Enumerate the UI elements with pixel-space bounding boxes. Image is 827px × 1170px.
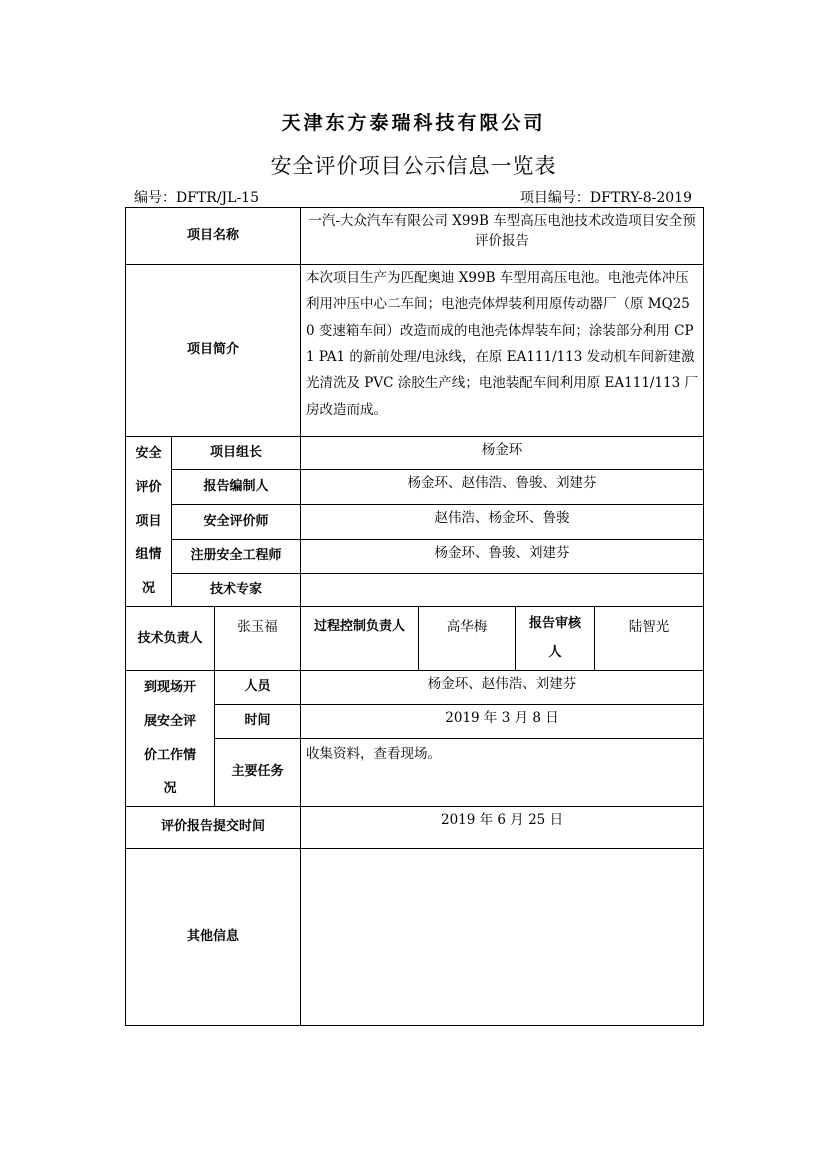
other-info-value xyxy=(301,849,704,1026)
project-name-value: 一汽-大众汽车有限公司 X99B 车型高压电池技术改造项目安全预评价报告 xyxy=(301,208,704,265)
row-tech-expert xyxy=(126,573,704,606)
site-time-label: 时间 xyxy=(215,705,301,739)
row-team-leader xyxy=(126,437,704,470)
row-submit-time xyxy=(126,807,704,849)
submit-time-label: 评价报告提交时间 xyxy=(126,807,301,849)
reviewer-value: 陆智光 xyxy=(595,606,704,670)
team-leader-label: 项目组长 xyxy=(172,437,301,470)
site-personnel-label: 人员 xyxy=(215,670,301,704)
registered-engineer-label: 注册安全工程师 xyxy=(172,539,301,573)
site-task-label: 主要任务 xyxy=(215,739,301,807)
site-time-value: 2019 年 3 月 8 日 xyxy=(301,705,704,739)
row-safety-assessor xyxy=(126,505,704,539)
row-responsible xyxy=(126,606,704,670)
document-title: 安全评价项目公示信息一览表 xyxy=(270,154,557,178)
project-intro-value: 本次项目生产为匹配奥迪 X99B 车型用高压电池。电池壳体冲压利用冲压中心二车间；电池壳体焊装利用原传动器厂（原 MQ250 变速箱车间）改造而成的电池壳体焊装车间；涂装部分利用 CP1 PA1 的新前处理/电泳线，在原 EA111/113 发动机车间新建激光清洗及 PVC 涂胶生产线；电池装配车间利用原 EA111/113 厂房改造而成。 xyxy=(301,265,704,437)
other-info-label: 其他信息 xyxy=(126,849,301,1026)
site-task-value: 收集资料，查看现场。 xyxy=(301,739,704,807)
tech-lead-label: 技术负责人 xyxy=(126,606,215,670)
row-other-info xyxy=(126,849,704,1026)
project-name-label: 项目名称 xyxy=(126,208,301,265)
tech-expert-label: 技术专家 xyxy=(172,573,301,606)
process-lead-label: 过程控制负责人 xyxy=(301,606,419,670)
report-author-value: 杨金环、赵伟浩、鲁骏、刘建芬 xyxy=(301,470,704,505)
safety-assessor-value: 赵伟浩、杨金环、鲁骏 xyxy=(301,505,704,539)
site-work-group-label: 到现场开展安全评价工作情况 xyxy=(126,670,215,806)
tech-lead-value: 张玉福 xyxy=(215,606,301,670)
process-lead-value: 高华梅 xyxy=(419,606,516,670)
team-leader-value: 杨金环 xyxy=(301,437,704,470)
site-personnel-value: 杨金环、赵伟浩、刘建芬 xyxy=(301,670,704,704)
team-group-label: 安全评价项目组情况 xyxy=(126,437,172,607)
report-author-label: 报告编制人 xyxy=(172,470,301,505)
row-site-personnel xyxy=(126,670,704,704)
tech-expert-value xyxy=(301,573,704,606)
registered-engineer-value: 杨金环、鲁骏、刘建芬 xyxy=(301,539,704,573)
document-number: 编号：DFTR/JL-15 xyxy=(134,190,259,206)
row-project-intro xyxy=(126,265,704,437)
row-registered-engineer xyxy=(126,539,704,573)
row-report-author xyxy=(126,470,704,505)
submit-time-value: 2019 年 6 月 25 日 xyxy=(301,807,704,849)
project-intro-label: 项目简介 xyxy=(126,265,301,437)
info-table xyxy=(125,207,704,1026)
row-project-name xyxy=(126,208,704,265)
project-number: 项目编号：DFTRY-8-2019 xyxy=(519,190,692,206)
reviewer-label: 报告审核人 xyxy=(516,606,595,670)
company-name: 天津东方泰瑞科技有限公司 xyxy=(281,112,546,134)
safety-assessor-label: 安全评价师 xyxy=(172,505,301,539)
